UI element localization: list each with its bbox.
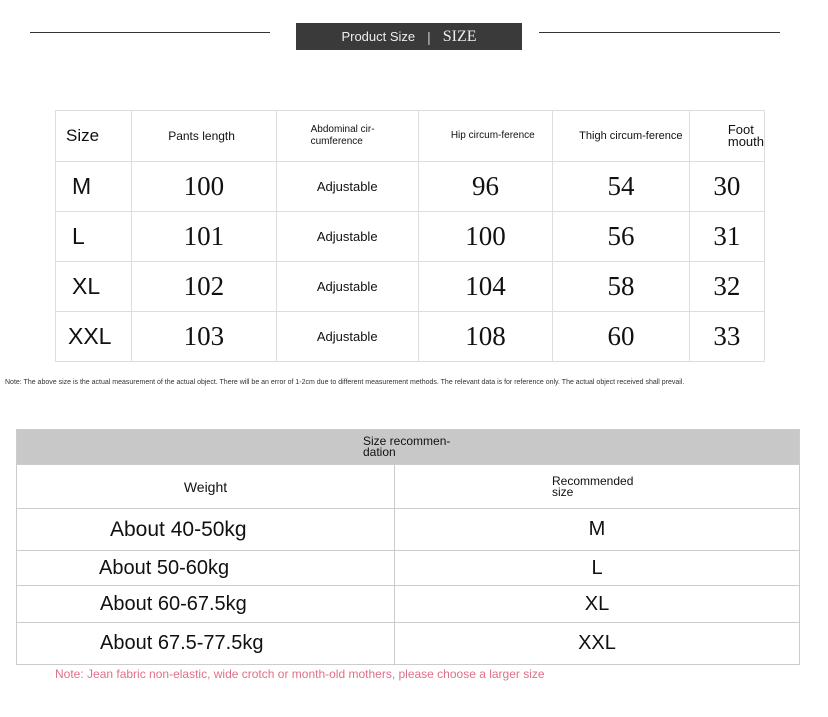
banner-title: SIZE — [442, 27, 477, 45]
measurement-note: Note: The above size is the actual measurement of the actual object. There will be an error of 1-2cm due to different measurement methods. The relevant data is for reference only. The actual object received shall prevail. — [5, 379, 685, 386]
header-cell: Pants length — [132, 111, 276, 162]
section-banner — [296, 23, 522, 50]
header-cell: Abdominal cir-cumference — [276, 111, 418, 162]
table-row — [17, 586, 800, 623]
weight-cell: About 50-60kg — [17, 551, 395, 586]
table-row — [56, 312, 765, 362]
table-row — [56, 162, 765, 212]
cell: 101 — [132, 212, 276, 262]
cell: Adjustable — [276, 162, 418, 212]
cell: 100 — [418, 212, 552, 262]
cell: 103 — [132, 312, 276, 362]
fabric-note: Note: Jean fabric non-elastic, wide crotch or month-old mothers, please choose a larger size — [55, 667, 545, 681]
header-cell: Weight — [17, 465, 395, 509]
size-cell: XXL — [56, 312, 132, 362]
banner-label: Product Size — [341, 29, 416, 44]
table-title-text: Size recommen-dation — [363, 434, 451, 459]
cell: Adjustable — [276, 262, 418, 312]
divider-left — [30, 32, 270, 33]
weight-cell: About 67.5-77.5kg — [17, 623, 395, 665]
size-cell: L — [56, 212, 132, 262]
header-cell: Foot mouth — [689, 111, 764, 162]
cell: 108 — [418, 312, 552, 362]
cell: 30 — [689, 162, 764, 212]
divider-right — [539, 32, 780, 33]
table-row — [56, 262, 765, 312]
cell: 56 — [553, 212, 690, 262]
table-row — [17, 509, 800, 551]
size-cell: XL — [56, 262, 132, 312]
banner-separator: | — [427, 28, 431, 45]
table-header-row — [17, 465, 800, 509]
cell: 102 — [132, 262, 276, 312]
header-cell: Recommended size — [552, 473, 634, 499]
cell: 100 — [132, 162, 276, 212]
header-cell: Thigh circum-ference — [553, 111, 690, 162]
size-table — [55, 110, 765, 362]
cell: 60 — [553, 312, 690, 362]
cell: 96 — [418, 162, 552, 212]
weight-cell: About 60-67.5kg — [17, 586, 395, 623]
size-recommendation-table — [16, 429, 800, 665]
cell: 32 — [689, 262, 764, 312]
cell: 58 — [553, 262, 690, 312]
weight-cell: About 40-50kg — [17, 509, 395, 551]
cell: Adjustable — [276, 312, 418, 362]
cell: 104 — [418, 262, 552, 312]
cell: 33 — [689, 312, 764, 362]
table-row — [17, 623, 800, 665]
cell: 54 — [553, 162, 690, 212]
cell: Adjustable — [276, 212, 418, 262]
size-cell: L — [395, 551, 800, 586]
table-header-row — [56, 111, 765, 162]
size-cell: XXL — [395, 623, 800, 665]
size-cell: XL — [395, 586, 800, 623]
size-cell: M — [395, 509, 800, 551]
table-row — [56, 212, 765, 262]
header-cell: Hip circum-ference — [418, 111, 552, 162]
table-row — [17, 551, 800, 586]
size-cell: M — [56, 162, 132, 212]
cell: 31 — [689, 212, 764, 262]
header-cell: Size — [56, 111, 132, 162]
table-title — [17, 430, 800, 465]
